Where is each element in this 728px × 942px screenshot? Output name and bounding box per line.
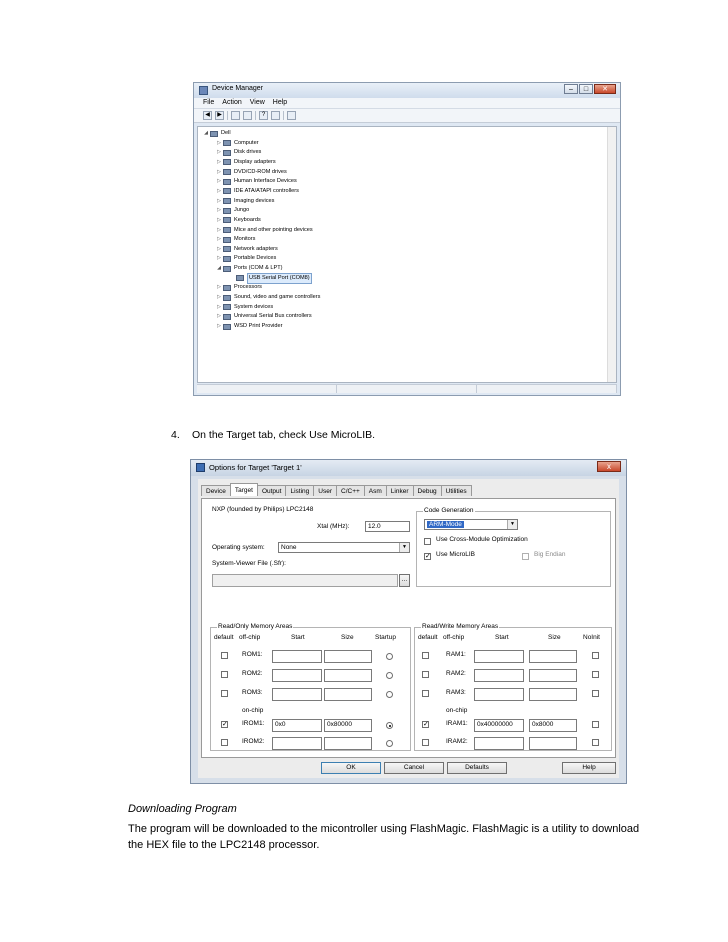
toolbar-separator bbox=[283, 111, 284, 120]
device-category-icon bbox=[223, 217, 231, 223]
back-icon[interactable]: ◀ bbox=[203, 111, 212, 120]
default-checkbox[interactable]: ✓ bbox=[423, 721, 429, 728]
memory-size-input[interactable] bbox=[324, 650, 372, 663]
device-manager-titlebar bbox=[194, 83, 620, 98]
tree-item[interactable] bbox=[215, 206, 249, 215]
memory-start-input[interactable] bbox=[474, 688, 524, 701]
device-category-icon bbox=[223, 246, 231, 252]
tab-strip bbox=[201, 485, 471, 498]
default-checkbox[interactable] bbox=[221, 671, 228, 678]
memory-size-input[interactable] bbox=[324, 669, 372, 682]
memory-size-input[interactable]: 0x8000 bbox=[529, 719, 577, 732]
tab-asm[interactable]: Asm bbox=[364, 485, 387, 496]
menu-file[interactable]: File bbox=[203, 99, 215, 106]
column-header: Size bbox=[548, 634, 561, 641]
tree-item-label: DVD/CD-ROM drives bbox=[234, 168, 287, 175]
device-category-icon bbox=[223, 198, 231, 204]
collapse-arrow-icon[interactable]: ◢ bbox=[204, 130, 208, 136]
device-category-icon bbox=[223, 266, 231, 272]
device-manager-title: Device Manager bbox=[212, 85, 263, 92]
default-checkbox[interactable] bbox=[221, 739, 228, 746]
tab-linker[interactable]: Linker bbox=[386, 485, 414, 496]
tree-item-label: WSD Print Provider bbox=[234, 323, 283, 329]
readonly-memory-group bbox=[210, 623, 411, 751]
default-checkbox[interactable]: ✓ bbox=[222, 721, 228, 728]
column-header: Start bbox=[291, 634, 305, 641]
tab-utilities[interactable]: Utilities bbox=[441, 485, 472, 496]
memory-area-name: IROM2: bbox=[242, 738, 265, 745]
defaults-button[interactable]: Defaults bbox=[447, 762, 507, 774]
noinit-checkbox[interactable] bbox=[592, 652, 599, 659]
collapse-arrow-icon[interactable]: ◢ bbox=[217, 265, 221, 272]
device-category-icon bbox=[223, 304, 231, 310]
device-tree bbox=[197, 126, 617, 383]
expand-arrow-icon[interactable]: ▷ bbox=[217, 168, 221, 175]
expand-arrow-icon[interactable]: ▷ bbox=[217, 149, 221, 156]
memory-area-name: IRAM2: bbox=[446, 738, 468, 745]
memory-size-input[interactable] bbox=[529, 688, 577, 701]
tree-item[interactable] bbox=[215, 235, 255, 244]
options-for-target-dialog bbox=[190, 459, 627, 784]
device-category-icon bbox=[223, 159, 231, 165]
sysview-input[interactable] bbox=[212, 574, 398, 587]
tree-item[interactable] bbox=[215, 303, 273, 312]
section-heading: Downloading Program bbox=[128, 803, 237, 815]
tab-output[interactable]: Output bbox=[257, 485, 287, 496]
tree-item-label: Imaging devices bbox=[234, 197, 275, 204]
code-generation-group bbox=[416, 507, 611, 587]
tree-item[interactable] bbox=[228, 274, 312, 283]
chevron-down-icon: ▼ bbox=[507, 520, 517, 529]
body-paragraph: The program will be downloaded to the micontroller using FlashMagic. FlashMagic is a utility to download the HEX file to the LPC2148 processor. bbox=[128, 823, 640, 851]
show-hide-icon[interactable] bbox=[243, 111, 252, 120]
default-checkbox[interactable] bbox=[422, 671, 429, 678]
help-icon[interactable]: ? bbox=[259, 111, 268, 120]
memory-area-name: ROM1: bbox=[242, 651, 263, 658]
code-generation-label: Code Generation bbox=[424, 507, 474, 514]
expand-arrow-icon[interactable]: ▷ bbox=[217, 187, 221, 194]
expand-arrow-icon[interactable]: ▷ bbox=[217, 207, 221, 214]
memory-area-name: RAM1: bbox=[446, 651, 466, 658]
code-mode-value: ARM-Mode bbox=[429, 521, 462, 528]
tree-item-label: Portable Devices bbox=[234, 255, 277, 262]
tree-item-label: Sound, video and game controllers bbox=[234, 294, 321, 301]
noinit-checkbox[interactable] bbox=[592, 690, 599, 697]
tree-item-label: USB Serial Port (COM8) bbox=[247, 273, 312, 284]
device-manager-window bbox=[193, 82, 621, 396]
tree-item-label: Disk drives bbox=[234, 149, 262, 156]
big-endian-label: Big Endian bbox=[534, 551, 566, 558]
step-number: 4. bbox=[171, 429, 180, 441]
expand-arrow-icon[interactable]: ▷ bbox=[217, 139, 221, 146]
device-category-icon bbox=[223, 324, 231, 330]
tree-item-label: Keyboards bbox=[234, 216, 261, 223]
tree-item[interactable] bbox=[215, 187, 299, 196]
xtal-input[interactable]: 12.0 bbox=[365, 521, 410, 532]
tree-item-label: Computer bbox=[234, 139, 259, 146]
expand-arrow-icon[interactable]: ▷ bbox=[217, 197, 221, 204]
expand-arrow-icon[interactable]: ▷ bbox=[217, 178, 221, 185]
memory-area-name: RAM3: bbox=[446, 689, 466, 696]
device-category-icon bbox=[223, 295, 231, 301]
code-mode-dropdown[interactable] bbox=[424, 519, 518, 530]
on-chip-label: on-chip bbox=[446, 707, 468, 714]
tree-item-label: Jungo bbox=[234, 207, 250, 214]
tab-c-cpp[interactable]: C/C++ bbox=[336, 485, 365, 496]
tree-item-label: Processors bbox=[234, 284, 262, 291]
device-category-icon bbox=[223, 237, 231, 243]
help-button[interactable]: Help bbox=[562, 762, 616, 774]
step-text: On the Target tab, check Use MicroLIB. bbox=[192, 429, 376, 441]
column-header: default bbox=[418, 634, 438, 641]
chevron-down-icon: ▼ bbox=[399, 543, 409, 552]
memory-start-input[interactable] bbox=[272, 737, 322, 750]
expand-arrow-icon[interactable]: ▷ bbox=[217, 313, 221, 320]
tree-item-label: IDE ATA/ATAPI controllers bbox=[234, 187, 299, 194]
default-checkbox[interactable] bbox=[422, 739, 429, 746]
expand-arrow-icon[interactable]: ▷ bbox=[217, 226, 221, 233]
dialog-title: Options for Target 'Target 1' bbox=[209, 463, 302, 472]
tree-item-label: Mice and other pointing devices bbox=[234, 226, 313, 233]
memory-start-input[interactable] bbox=[272, 688, 322, 701]
memory-size-input[interactable] bbox=[529, 669, 577, 682]
tree-item-label: Dell bbox=[221, 130, 231, 136]
device-category-icon bbox=[223, 140, 231, 146]
memory-size-input[interactable] bbox=[324, 737, 372, 750]
memory-area-name: RAM2: bbox=[446, 670, 466, 677]
readwrite-memory-group bbox=[414, 623, 612, 751]
startup-radio[interactable] bbox=[386, 672, 393, 679]
device-manager-menubar bbox=[194, 98, 620, 109]
scan-hardware-icon[interactable] bbox=[287, 111, 296, 120]
column-header: off-chip bbox=[239, 634, 261, 641]
memory-start-input[interactable] bbox=[474, 737, 524, 750]
forward-icon[interactable]: ▶ bbox=[215, 111, 224, 120]
startup-radio[interactable] bbox=[386, 653, 393, 660]
column-header: off-chip bbox=[443, 634, 465, 641]
column-header: default bbox=[214, 634, 234, 641]
expand-arrow-icon[interactable]: ▷ bbox=[217, 236, 221, 243]
expand-arrow-icon[interactable]: ▷ bbox=[217, 158, 221, 165]
view-icon[interactable] bbox=[271, 111, 280, 120]
on-chip-label: on-chip bbox=[242, 707, 264, 714]
memory-area-name: IROM1: bbox=[242, 720, 265, 727]
target-panel bbox=[201, 498, 616, 758]
sysview-label: System-Viewer File (.Sfr): bbox=[212, 560, 286, 567]
expand-arrow-icon[interactable]: ▷ bbox=[217, 216, 221, 223]
memory-size-input[interactable] bbox=[529, 650, 577, 663]
tree-item[interactable] bbox=[215, 312, 312, 321]
os-label: Operating system: bbox=[212, 544, 265, 551]
device-category-icon bbox=[210, 131, 218, 137]
memory-start-input[interactable]: 0x0 bbox=[272, 719, 322, 732]
tab-listing[interactable]: Listing bbox=[285, 485, 314, 496]
device-category-icon bbox=[223, 285, 231, 291]
tree-item[interactable] bbox=[215, 264, 282, 273]
tree-item[interactable] bbox=[215, 177, 297, 186]
tab-target[interactable]: Target bbox=[230, 483, 258, 496]
expand-arrow-icon[interactable]: ▷ bbox=[217, 323, 221, 329]
device-category-icon bbox=[223, 208, 231, 214]
tree-item-label: System devices bbox=[234, 303, 274, 310]
dialog-close-button[interactable]: x bbox=[597, 461, 621, 472]
menu-action[interactable]: Action bbox=[222, 99, 242, 106]
memory-size-input[interactable] bbox=[529, 737, 577, 750]
tree-item-label: Ports (COM & LPT) bbox=[234, 265, 283, 272]
tree-item[interactable] bbox=[215, 197, 274, 206]
expand-arrow-icon[interactable]: ▷ bbox=[217, 303, 221, 310]
cancel-button[interactable]: Cancel bbox=[384, 762, 444, 774]
default-checkbox[interactable] bbox=[221, 652, 228, 659]
microlib-label: Use MicroLIB bbox=[436, 551, 476, 558]
expand-arrow-icon[interactable]: ▷ bbox=[217, 245, 221, 252]
tree-item[interactable] bbox=[215, 148, 261, 157]
readonly-memory-label: Read/Only Memory Areas bbox=[218, 623, 293, 630]
sysview-browse-button[interactable]: ... bbox=[399, 574, 410, 587]
properties-icon[interactable] bbox=[231, 111, 240, 120]
os-value: None bbox=[281, 544, 297, 551]
tab-device[interactable]: Device bbox=[201, 485, 231, 496]
device-manager-toolbar bbox=[194, 109, 620, 123]
column-header: NoInit bbox=[583, 634, 600, 641]
tree-item[interactable] bbox=[215, 168, 287, 177]
tree-item[interactable] bbox=[215, 139, 259, 148]
cross-module-checkbox[interactable] bbox=[424, 538, 431, 545]
memory-size-input[interactable]: 0x80000 bbox=[324, 719, 372, 732]
expand-arrow-icon[interactable]: ▷ bbox=[217, 255, 221, 262]
default-checkbox[interactable] bbox=[422, 690, 429, 697]
memory-area-name: IRAM1: bbox=[446, 720, 468, 727]
vertical-scrollbar[interactable] bbox=[607, 127, 616, 382]
expand-arrow-icon[interactable]: ▷ bbox=[217, 284, 221, 291]
tree-item[interactable] bbox=[215, 322, 283, 331]
memory-size-input[interactable] bbox=[324, 688, 372, 701]
menu-view[interactable]: View bbox=[249, 99, 265, 106]
cross-module-label: Use Cross-Module Optimization bbox=[436, 536, 528, 543]
step-4 bbox=[171, 429, 375, 441]
menu-help[interactable]: Help bbox=[272, 99, 288, 106]
tree-item[interactable] bbox=[215, 283, 262, 292]
column-header: Startup bbox=[375, 634, 396, 641]
column-header: Size bbox=[341, 634, 354, 641]
noinit-checkbox[interactable] bbox=[592, 671, 599, 678]
device-category-icon bbox=[223, 150, 231, 156]
memory-start-input[interactable] bbox=[272, 669, 322, 682]
default-checkbox[interactable] bbox=[422, 652, 429, 659]
dialog-titlebar bbox=[191, 460, 626, 476]
default-checkbox[interactable] bbox=[221, 690, 228, 697]
device-category-icon bbox=[223, 188, 231, 194]
uvision-icon bbox=[196, 463, 205, 472]
device-category-icon bbox=[223, 227, 231, 233]
device-category-icon bbox=[223, 314, 231, 320]
tree-item[interactable] bbox=[215, 245, 278, 254]
expand-arrow-icon[interactable]: ▷ bbox=[217, 294, 221, 301]
memory-start-input[interactable] bbox=[474, 650, 524, 663]
column-header: Start bbox=[495, 634, 509, 641]
memory-area-name: ROM3: bbox=[242, 689, 263, 696]
readwrite-memory-label: Read/Write Memory Areas bbox=[422, 623, 499, 630]
close-button[interactable]: ✕ bbox=[594, 84, 616, 94]
tree-item[interactable] bbox=[202, 129, 231, 138]
tree-item-label: Monitors bbox=[234, 236, 256, 243]
xtal-label: Xtal (MHz): bbox=[317, 523, 350, 530]
os-dropdown[interactable] bbox=[278, 542, 410, 553]
microlib-checkbox[interactable]: ✓ bbox=[425, 553, 431, 560]
device-name: NXP (founded by Philips) LPC2148 bbox=[212, 506, 314, 513]
startup-radio[interactable] bbox=[386, 740, 393, 747]
memory-start-input[interactable] bbox=[272, 650, 322, 663]
device-category-icon bbox=[223, 179, 231, 185]
memory-start-input[interactable]: 0x40000000 bbox=[474, 719, 524, 732]
tree-item-label: Network adapters bbox=[234, 245, 278, 252]
maximize-button[interactable]: □ bbox=[579, 84, 593, 94]
ok-button[interactable]: OK bbox=[321, 762, 381, 774]
tree-item-label: Universal Serial Bus controllers bbox=[234, 313, 312, 320]
tab-user[interactable]: User bbox=[313, 485, 337, 496]
tree-item[interactable] bbox=[215, 216, 261, 225]
tree-item[interactable] bbox=[215, 158, 276, 167]
minimize-button[interactable]: – bbox=[564, 84, 578, 94]
device-category-icon bbox=[223, 256, 231, 262]
memory-start-input[interactable] bbox=[474, 669, 524, 682]
device-category-icon bbox=[223, 169, 231, 175]
status-bar bbox=[197, 384, 617, 393]
memory-area-name: ROM2: bbox=[242, 670, 263, 677]
tab-debug[interactable]: Debug bbox=[413, 485, 442, 496]
device-manager-icon bbox=[199, 86, 208, 95]
startup-radio[interactable] bbox=[386, 691, 393, 698]
noinit-checkbox[interactable] bbox=[592, 721, 599, 728]
tree-item[interactable] bbox=[215, 254, 276, 263]
toolbar-separator bbox=[227, 111, 228, 120]
startup-radio[interactable] bbox=[386, 722, 393, 729]
tree-item[interactable] bbox=[215, 293, 320, 302]
noinit-checkbox[interactable] bbox=[592, 739, 599, 746]
device-category-icon bbox=[236, 275, 244, 281]
toolbar-separator bbox=[255, 111, 256, 120]
big-endian-checkbox[interactable] bbox=[522, 553, 529, 560]
tree-item-label: Human Interface Devices bbox=[234, 178, 297, 185]
tree-item[interactable] bbox=[215, 226, 313, 235]
tree-item-label: Display adapters bbox=[234, 158, 276, 165]
